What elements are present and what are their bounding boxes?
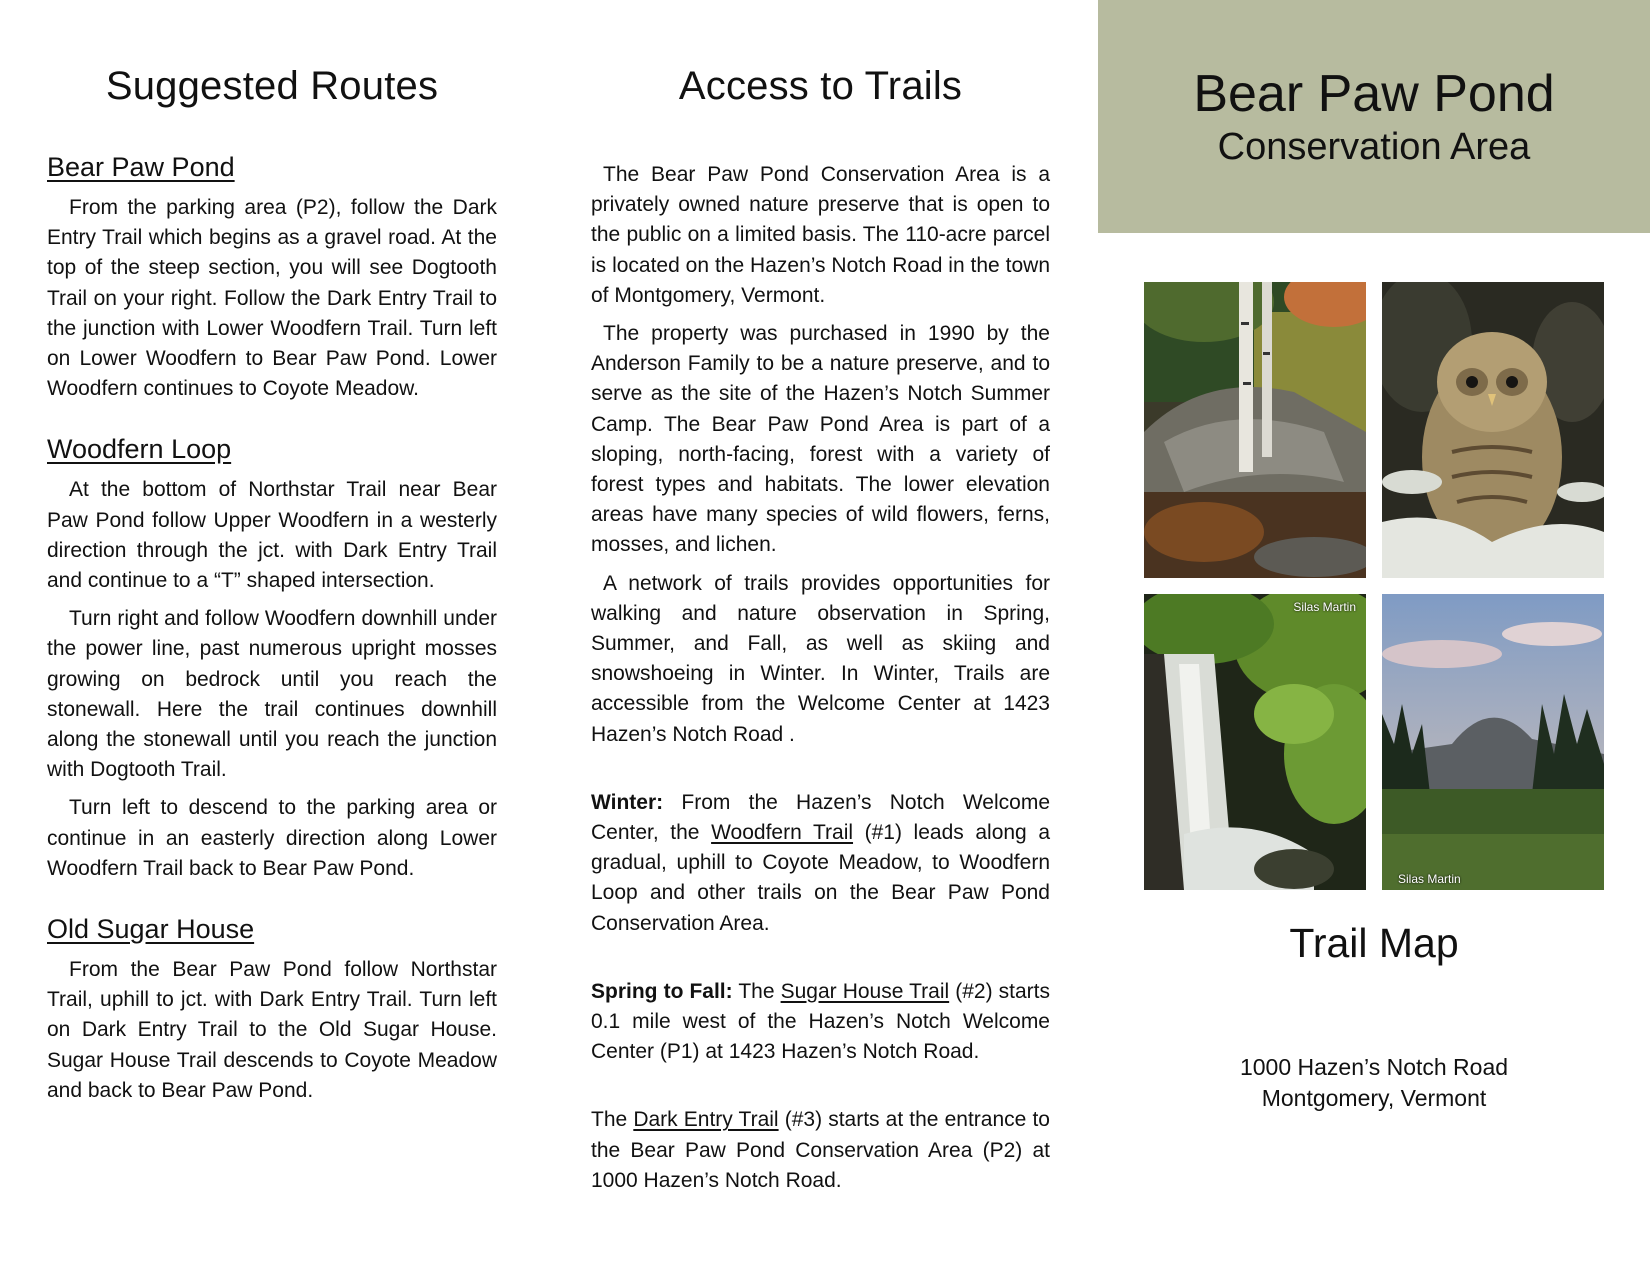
waterfall-photo (1144, 594, 1366, 890)
trail-map-title: Trail Map (1289, 920, 1459, 966)
suggested-routes-title: Suggested Routes (105, 64, 439, 108)
routes-list (47, 152, 497, 1114)
route-heading-bear-paw-pond: Bear Paw Pond (47, 152, 235, 182)
waterfall-photo-credit: Silas Martin (1293, 600, 1356, 614)
dark-entry-trail-link: Dark Entry Trail (633, 1108, 779, 1132)
meadow-photo-credit: Silas Martin (1398, 872, 1461, 886)
winter-text-before: From the Hazen’s Notch Welcome Center, the (591, 790, 1050, 845)
route-paragraph: From the Bear Paw Pond follow Northstar Trail, uphill to jct. with Dark Entry Trail. Turn left on Dark Entry Trail to the Old Sugar House. Sugar House Trail descends to Coyote Meadow and back to Bear Paw Pond. (47, 958, 497, 1102)
woodfern-trail-link: Woodfern Trail (711, 821, 854, 845)
meadow-mountain-photo (1382, 594, 1604, 890)
brochure-title: Bear Paw Pond (1193, 65, 1555, 123)
brochure-subtitle: Conservation Area (1217, 126, 1531, 168)
winter-access-paragraph (591, 788, 1050, 939)
spring-access-paragraph (591, 977, 1050, 1068)
spring-text-before: The (732, 979, 781, 1003)
route-paragraph: From the parking area (P2), follow the Dark Entry Trail which begins as a gravel road. At the top of the steep section, you will see Dogtooth Trail on your right. Follow the Dark Entry Trail to the junction with Lower Woodfern Trail. Turn left on Lower Woodfern to Bear Paw Pond. Lower Woodfern continues to Coyote Meadow. (47, 196, 497, 401)
birch-pond-photo (1144, 282, 1366, 578)
intro-paragraph: The property was purchased in 1990 by the Anderson Family to be a nature preserve, and to serve as the site of the Hazen’s Notch Summer Camp. The Bear Paw Pond Area is part of a sloping, north-facing, forest with a variety of forest types and habitats. The lower elevation areas have many species of wild flowers, ferns, mosses, and lichen. (591, 322, 1050, 557)
title-banner (1098, 0, 1650, 233)
intro-paragraph: The Bear Paw Pond Conservation Area is a privately owned nature preserve that is open to the public on a limited basis. The 110-acre parcel is located on the Hazen’s Notch Road in the town of Montgomery, Vermont. (591, 163, 1050, 307)
dark-entry-access-paragraph (591, 1105, 1050, 1196)
intro-paragraph: A network of trails provides opportunities for walking and nature observation in Spring, Summer, and Fall, as well as skiing and snowshoeing in Winter. In Winter, Trails are accessible from the Welcome Center at 1423 Hazen’s Notch Road . (591, 571, 1050, 746)
winter-label: Winter: (591, 790, 664, 814)
dark-entry-text-before: The (591, 1108, 634, 1132)
dark-entry-text-after: (#3) starts at the entrance to the Bear Paw Pond Conservation Area (P2) at 1000 Hazen’s Notch Road. (591, 1108, 1050, 1192)
address-line-street: 1000 Hazen’s Notch Road (1239, 1054, 1509, 1080)
route-heading-woodfern-loop: Woodfern Loop (47, 434, 232, 465)
winter-text-after: (#1) leads along a gradual, uphill to Coyote Meadow, to Woodfern Loop and other trails on the Bear Paw Pond Conservation Area. (591, 821, 1051, 935)
access-text (591, 160, 1050, 1204)
address-line-town: Montgomery, Vermont (1261, 1085, 1487, 1111)
route-paragraph: At the bottom of Northstar Trail near Bear Paw Pond follow Upper Woodfern in a westerly direction through the jct. with Dark Entry Trail and continue to a “T” shaped intersection. (47, 478, 497, 593)
spring-label: Spring to Fall: (591, 979, 733, 1003)
route-paragraph: Turn left to descend to the parking area or continue in an easterly direction along Lower Woodfern Trail back to Bear Paw Pond. (47, 796, 497, 880)
barred-owl-photo (1382, 282, 1604, 578)
spring-text-after: (#2) starts 0.1 mile west of the Hazen’s Notch Welcome Center (P1) at 1423 Hazen’s Notch Road. (591, 979, 1050, 1064)
sugar-house-trail-link: Sugar House Trail (780, 979, 950, 1003)
route-heading-old-sugar-house: Old Sugar House (47, 914, 255, 945)
access-to-trails-title: Access to Trails (678, 64, 963, 108)
route-paragraph: Turn right and follow Woodfern downhill under the power line, past numerous upright mosses growing on bedrock until you reach the stonewall. Here the trail continues downhill along the stonewall until you reach the junction with Dogtooth Trail. (47, 607, 497, 782)
address-block (1098, 1052, 1650, 1114)
cover-panel (1098, 0, 1650, 1275)
